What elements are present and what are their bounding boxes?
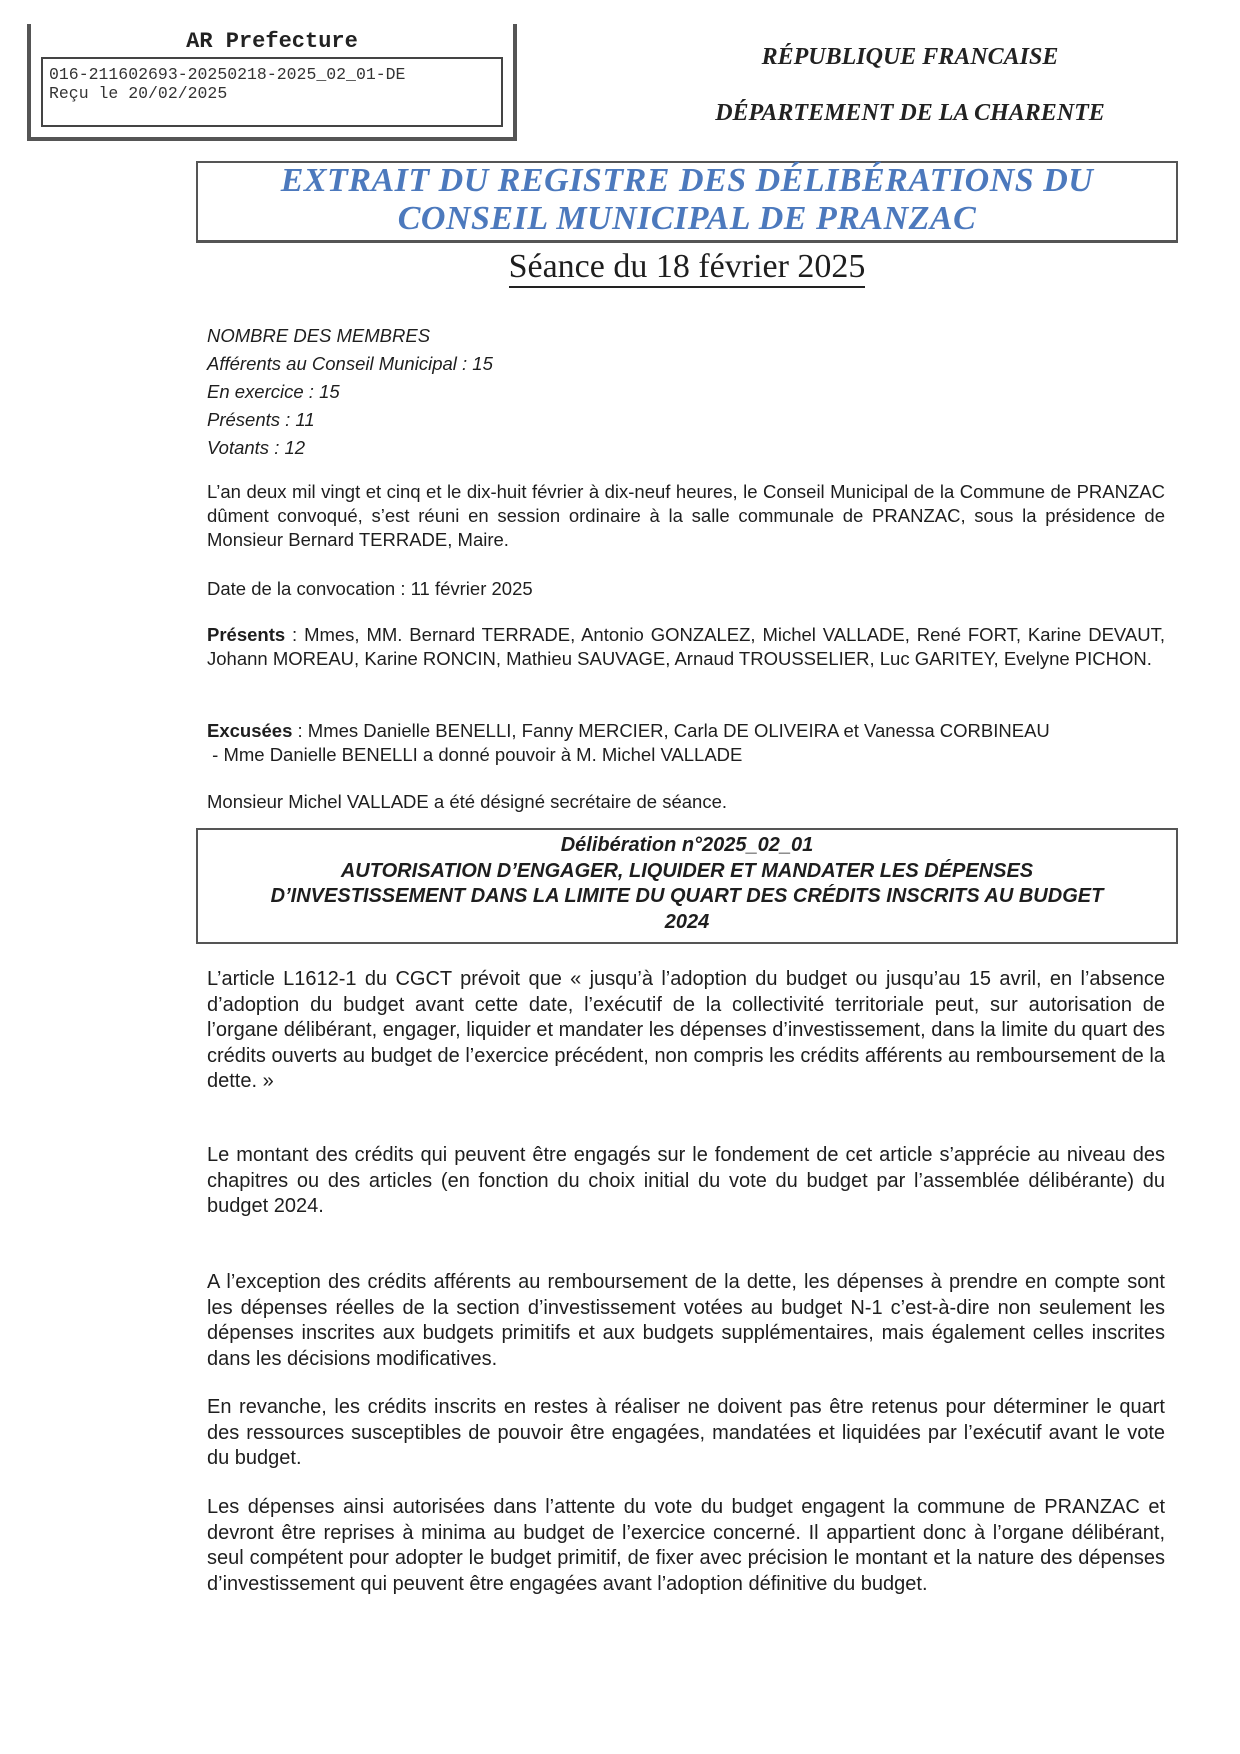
excusees-list: : Mmes Danielle BENELLI, Fanny MERCIER, Carla DE OLIVEIRA et Vanessa CORBINEAU: [292, 720, 1050, 741]
presents-list: : Mmes, MM. Bernard TERRADE, Antonio GONZALEZ, Michel VALLADE, René FORT, Karine DEVAUT, Johann MOREAU, Karine RONCIN, Mathieu SAUVAGE, Arnaud TROUSSELIER, Luc GARITEY, Evelyne PICHON.: [207, 624, 1165, 669]
members-heading: NOMBRE DES MEMBRES: [207, 325, 431, 346]
stamp-details: [41, 57, 503, 127]
presents-label: Présents: [207, 624, 286, 645]
title-line: CONSEIL MUNICIPAL DE PRANZAC: [397, 200, 977, 237]
title-line: EXTRAIT DU REGISTRE DES DÉLIBÉRATIONS DU: [280, 162, 1094, 199]
convocation-date: Date de la convocation : 11 février 2025: [207, 578, 533, 599]
body-paragraph: Le montant des crédits qui peuvent être engagés sur le fondement de cet article s’apprécie au niveau des chapitres ou des articles (en fonction du choix initial du vote du budget par l’assemblée délibérante) du budget 2024.: [207, 1144, 1165, 1217]
session-date-text: Séance du 18 février 2025: [509, 248, 866, 288]
deliberation-title-line: D’INVESTISSEMENT DANS LA LIMITE DU QUART DES CRÉDITS INSCRITS AU BUDGET: [270, 885, 1104, 907]
deliberation-number: Délibération n°2025_02_01: [560, 834, 814, 856]
deliberation-title-line: 2024: [664, 910, 710, 933]
intro-paragraph: L’an deux mil vingt et cinq et le dix-huit février à dix-neuf heures, le Conseil Municipal de la Commune de PRANZAC dûment convoqué, s’est réuni en session ordinaire à la salle communale de PRANZAC, sous la présidence de Monsieur Bernard TERRADE, Maire.: [207, 481, 1165, 550]
stamp-reference: 016-211602693-20250218-2025_02_01-DE: [49, 65, 406, 84]
body-paragraph: A l’exception des crédits afférents au remboursement de la dette, les dépenses à prendre en compte sont les dépenses réelles de la section d’investissement votées au budget N-1 c’est-à-dire non seulement les dépenses inscrites aux budgets primitifs et aux budgets supplémentaires, mais également celles inscrites dans les décisions modificatives.: [207, 1271, 1165, 1370]
excusees-label: Excusées: [207, 720, 293, 741]
members-line: Votants : 12: [207, 437, 306, 458]
members-count: [207, 322, 493, 462]
secretary-note: Monsieur Michel VALLADE a été désigné secrétaire de séance.: [207, 791, 727, 812]
department-heading: DÉPARTEMENT DE LA CHARENTE: [715, 100, 1105, 126]
deliberation-heading: [196, 833, 1178, 935]
body-paragraph: L’article L1612-1 du CGCT prévoit que « jusqu’à l’adoption du budget ou jusqu’au 15 avril, en l’absence d’adoption du budget avant cette date, l’exécutif de la collectivité territoriale peut, sur autorisation de l’organe délibérant, engager, liquider et mandater les dépenses d’investissement, dans la limite du quart des crédits ouverts au budget de l’exercice précédent, non compris les crédits afférents au remboursement de la dette. »: [207, 968, 1165, 1092]
stamp-title: AR Prefecture: [186, 29, 358, 54]
prefecture-stamp: [27, 24, 517, 141]
stamp-received-date: Reçu le 20/02/2025: [49, 84, 228, 103]
republic-heading: RÉPUBLIQUE FRANCAISE: [761, 44, 1059, 70]
members-line: Présents : 11: [207, 409, 315, 430]
proxy-note: - Mme Danielle BENELLI a donné pouvoir à M. Michel VALLADE: [207, 744, 743, 765]
body-paragraph: En revanche, les crédits inscrits en restes à réaliser ne doivent pas être retenus pour déterminer le quart des ressources susceptibles de pouvoir être engagées, mandatées et liquidées par l’exécutif avant le vote du budget.: [207, 1396, 1165, 1469]
session-date: [196, 248, 1178, 286]
document-title: [196, 162, 1178, 238]
body-paragraph: Les dépenses ainsi autorisées dans l’attente du vote du budget engagent la commune de PRANZAC et devront être reprises à minima au budget de l’exercice concerné. Il appartient donc à l’organe délibérant, seul compétent pour adopter le budget primitif, de fixer avec précision le montant et la nature des dépenses d’investissement qui peuvent être engagées avant l’adoption définitive du budget.: [207, 1496, 1165, 1595]
deliberation-title-line: AUTORISATION D’ENGAGER, LIQUIDER ET MANDATER LES DÉPENSES: [340, 859, 1034, 882]
presents-paragraph: [207, 623, 1165, 671]
members-line: En exercice : 15: [207, 381, 340, 402]
excusees-paragraph: [207, 719, 1165, 767]
members-line: Afférents au Conseil Municipal : 15: [207, 353, 493, 374]
